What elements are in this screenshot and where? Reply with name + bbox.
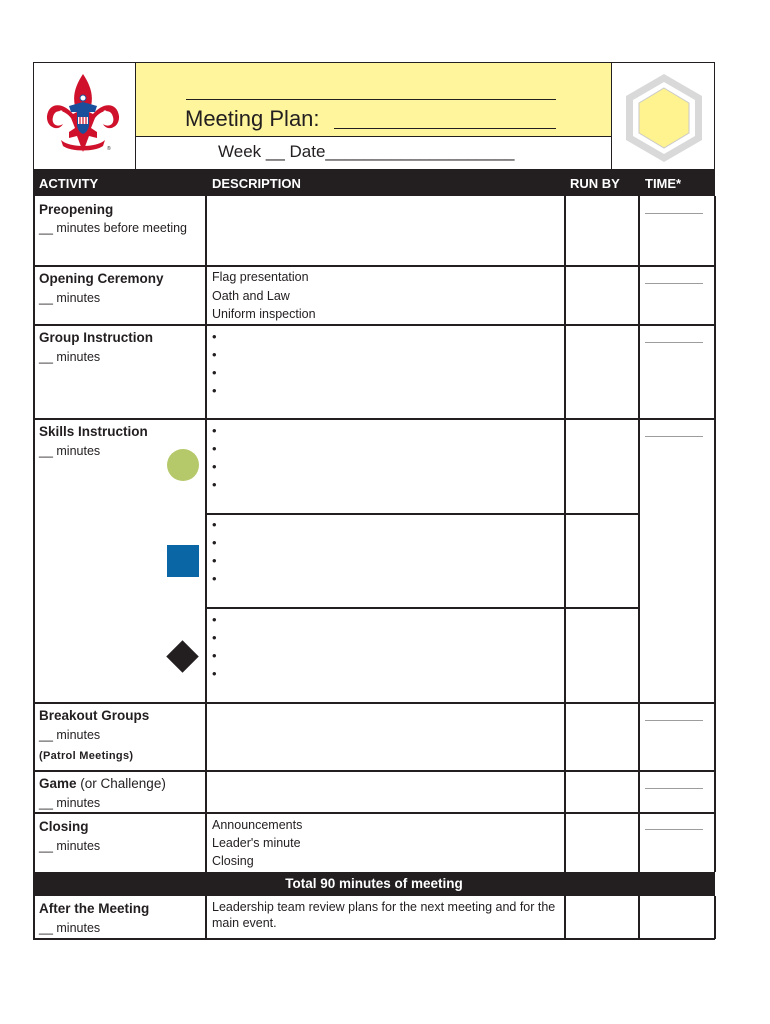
opening-minutes: __ minutes [39, 291, 101, 305]
skills-bullet: • [212, 630, 217, 645]
blue-square-icon [167, 545, 199, 577]
preopening-minutes: __ minutes before meeting [39, 221, 188, 235]
divider-activity-after [205, 896, 207, 939]
blank-title-line [186, 99, 556, 100]
breakout-title: Breakout Groups [39, 708, 150, 723]
skills-time-line [645, 436, 703, 437]
skills-bullet: • [212, 441, 217, 456]
opening-time-line [645, 283, 703, 284]
game-title-rest: (or Challenge) [76, 776, 166, 791]
fleur-de-lis-logo [33, 62, 136, 170]
game-minutes: __ minutes [39, 796, 101, 810]
after-desc: Leadership team review plans for the next meeting and for the main event. [212, 900, 556, 930]
breakout-minutes: __ minutes [39, 728, 101, 742]
divider-runby-after [638, 896, 640, 939]
after-title: After the Meeting [39, 901, 150, 916]
week-date-label: Week __ Date____________________ [218, 142, 515, 161]
group-bullet: • [212, 383, 217, 398]
row-line-2 [33, 324, 715, 326]
skills-bullet: • [212, 423, 217, 438]
skills-bullet: • [212, 571, 217, 586]
preopening-title: Preopening [39, 202, 114, 217]
row-line-after-bottom [33, 938, 715, 940]
closing-desc-2: Leader's minute [212, 836, 301, 850]
group-bullet: • [212, 347, 217, 362]
col-run-by: RUN BY [570, 176, 620, 191]
breakout-note: (Patrol Meetings) [39, 750, 134, 762]
game-title [39, 776, 166, 791]
after-minutes: __ minutes [39, 921, 101, 935]
breakout-time-line [645, 720, 703, 721]
closing-title: Closing [39, 819, 89, 834]
hexagon-badge-icon [612, 62, 716, 170]
skills-bullet: • [212, 459, 217, 474]
skills-sub-line-2 [205, 607, 639, 609]
skills-sub-line-1 [205, 513, 639, 515]
row-line-6 [33, 812, 715, 814]
total-label: Total 90 minutes of meeting [285, 876, 463, 891]
skills-bullet: • [212, 553, 217, 568]
meeting-plan-label: Meeting Plan: [185, 106, 320, 131]
skills-title: Skills Instruction [39, 424, 148, 439]
opening-desc-3: Uniform inspection [212, 307, 316, 321]
closing-minutes: __ minutes [39, 839, 101, 853]
group-bullet: • [212, 365, 217, 380]
divider-description-after [564, 896, 566, 939]
badge-cell [611, 62, 715, 170]
game-time-line [645, 788, 703, 789]
skills-bullet: • [212, 648, 217, 663]
closing-desc-3: Closing [212, 854, 254, 868]
col-description: DESCRIPTION [212, 176, 301, 191]
group-time-line [645, 342, 703, 343]
opening-desc-1: Flag presentation [212, 270, 309, 284]
preopening-time-line [645, 213, 703, 214]
opening-desc-2: Oath and Law [212, 289, 290, 303]
group-minutes: __ minutes [39, 350, 101, 364]
row-line-1 [33, 265, 715, 267]
game-title-bold: Game [39, 776, 77, 791]
svg-text:®: ® [107, 146, 111, 152]
skills-bullet: • [212, 477, 217, 492]
skills-minutes: __ minutes [39, 444, 101, 458]
group-bullet: • [212, 329, 217, 344]
logo-cell [33, 62, 136, 170]
row-line-4 [33, 702, 715, 704]
col-activity: ACTIVITY [39, 176, 99, 191]
closing-desc-1: Announcements [212, 818, 303, 832]
border-left-after [33, 896, 35, 939]
border-right-after [714, 896, 716, 939]
group-title: Group Instruction [39, 330, 153, 345]
skills-bullet: • [212, 666, 217, 681]
opening-title: Opening Ceremony [39, 271, 164, 286]
row-line-3 [33, 418, 715, 420]
skills-bullet: • [212, 612, 217, 627]
skills-bullet: • [212, 517, 217, 532]
green-circle-icon [167, 449, 199, 481]
row-line-5 [33, 770, 715, 772]
skills-bullet: • [212, 535, 217, 550]
closing-time-line [645, 829, 703, 830]
col-time: TIME* [645, 176, 682, 191]
meeting-plan-line [334, 128, 556, 129]
black-diamond-icon [166, 640, 199, 673]
